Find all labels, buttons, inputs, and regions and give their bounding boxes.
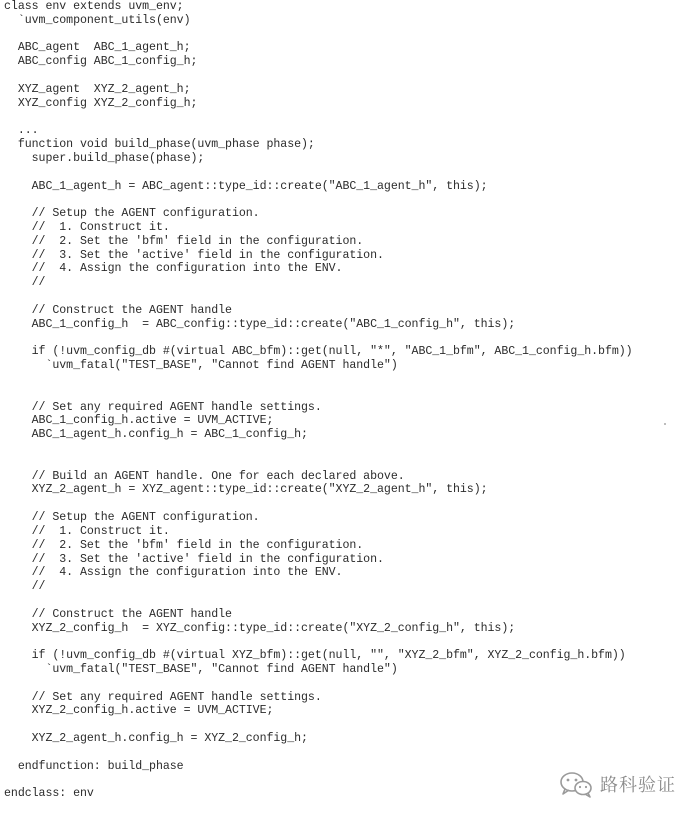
code-line: XYZ_2_config_h = XYZ_config::type_id::create("XYZ_2_config_h", this); (4, 621, 516, 635)
watermark (558, 770, 676, 798)
code-line: `uvm_component_utils(env) (4, 13, 191, 27)
code-line: // 1. Construct it. (4, 524, 170, 538)
code-line (4, 373, 688, 387)
code-line: // Setup the AGENT configuration. (4, 207, 260, 221)
code-line: // 1. Construct it. (4, 221, 170, 234)
code-line: // 2. Set the 'bfm' field in the configuration. (4, 538, 364, 552)
code-line: // 4. Assign the configuration into the ENV. (4, 262, 343, 276)
code-line: ABC_1_config_h.active = UVM_ACTIVE; (4, 414, 274, 428)
code-line: // 2. Set the 'bfm' field in the configuration. (4, 234, 364, 248)
code-line (4, 290, 688, 304)
code-listing (4, 0, 688, 801)
code-line: // Construct the AGENT handle (4, 303, 232, 317)
code-line: endclass: env (4, 787, 94, 801)
code-line: ABC_1_config_h = ABC_config::type_id::create("ABC_1_config_h", this); (4, 317, 516, 331)
code-line (4, 594, 688, 608)
code-line: // Construct the AGENT handle (4, 607, 232, 621)
wechat-icon (558, 770, 594, 798)
code-line (4, 387, 688, 401)
watermark-text: 路科验证 (600, 775, 676, 796)
code-line (4, 746, 688, 760)
code-line (4, 497, 688, 511)
code-line: if (!uvm_config_db #(virtual XYZ_bfm)::get(null, "", "XYZ_2_bfm", XYZ_2_config_h.bfm)) (4, 649, 626, 663)
code-line: `uvm_fatal("TEST_BASE", "Cannot find AGENT handle") (4, 663, 398, 676)
code-line: XYZ_2_agent_h.config_h = XYZ_2_config_h; (4, 732, 308, 746)
code-line (4, 442, 688, 456)
code-line (4, 193, 688, 207)
stray-dot (664, 423, 666, 425)
code-line: // Set any required AGENT handle settings. (4, 690, 322, 704)
code-line: // 3. Set the 'active' field in the configuration. (4, 248, 384, 262)
code-line: // Build an AGENT handle. One for each declared above. (4, 469, 405, 483)
code-line: super.build_phase(phase); (4, 151, 205, 165)
code-line (4, 111, 688, 125)
code-line: ABC_config ABC_1_config_h; (4, 55, 198, 69)
code-line (4, 718, 688, 732)
code-line: // (4, 276, 46, 290)
code-line: ABC_1_agent_h.config_h = ABC_1_config_h; (4, 428, 308, 442)
code-line: XYZ_config XYZ_2_config_h; (4, 96, 198, 110)
code-line (4, 332, 688, 346)
code-line (4, 28, 688, 42)
code-line: `uvm_fatal("TEST_BASE", "Cannot find AGENT handle") (4, 359, 398, 373)
code-line: XYZ_2_config_h.active = UVM_ACTIVE; (4, 704, 274, 718)
code-line: // 3. Set the 'active' field in the configuration. (4, 552, 384, 566)
code-line: ... (4, 124, 39, 138)
code-line (4, 635, 688, 649)
code-line (4, 69, 688, 83)
code-line: function void build_phase(uvm_phase phase); (4, 138, 315, 152)
code-line: // 4. Assign the configuration into the ENV. (4, 566, 343, 580)
code-line: class env extends uvm_env; (4, 0, 184, 13)
code-line: XYZ_2_agent_h = XYZ_agent::type_id::create("XYZ_2_agent_h", this); (4, 483, 488, 497)
code-line: // (4, 580, 46, 594)
code-line: ABC_1_agent_h = ABC_agent::type_id::create("ABC_1_agent_h", this); (4, 179, 488, 193)
code-line: // Setup the AGENT configuration. (4, 511, 260, 525)
code-line (4, 166, 688, 180)
code-line (4, 456, 688, 470)
code-line: ABC_agent ABC_1_agent_h; (4, 41, 191, 55)
code-line: endfunction: build_phase (4, 759, 184, 773)
code-line: // Set any required AGENT handle settings. (4, 400, 322, 414)
code-line: XYZ_agent XYZ_2_agent_h; (4, 82, 191, 96)
code-line (4, 677, 688, 691)
code-line: if (!uvm_config_db #(virtual ABC_bfm)::get(null, "*", "ABC_1_bfm", ABC_1_config_h.bfm)) (4, 345, 633, 359)
